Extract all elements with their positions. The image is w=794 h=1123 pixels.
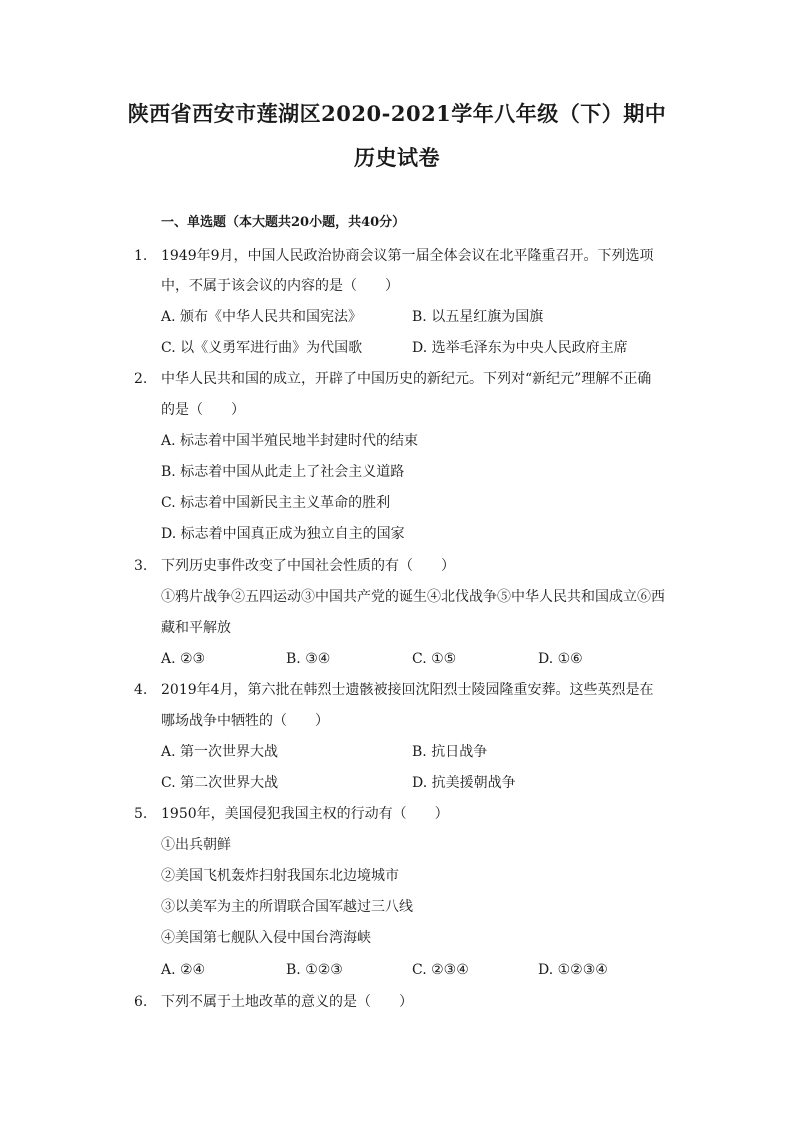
option-a: A. 标志着中国半殖民地半封建时代的结束: [161, 433, 419, 449]
option-b: B. 抗日战争: [412, 744, 488, 760]
question-text-line: 中华人民共和国的成立，开辟了中国历史的新纪元。下列对“新纪元”理解不正确: [161, 371, 652, 387]
option-c: C. 标志着中国新民主主义革命的胜利: [161, 495, 391, 511]
question-text-line: ②美国飞机轰炸扫射我国东北边境城市: [161, 868, 399, 884]
option-d: D. 标志着中国真正成为独立自主的国家: [161, 526, 405, 542]
question-text-line: ④美国第七舰队入侵中国台湾海峡: [161, 930, 371, 946]
option-c: C. 以《义勇军进行曲》为代国歌: [161, 340, 363, 356]
section-heading: 一、单选题（本大题共20小题，共40分）: [161, 215, 406, 230]
option-b: B. ①②③: [286, 962, 343, 978]
exam-title-line2: 历史试卷: [354, 145, 440, 170]
exam-title-line1: 陕西省西安市莲湖区2020-2021学年八年级（下）期中: [127, 101, 667, 126]
question-text-line: ①出兵朝鲜: [161, 837, 231, 853]
question-text-line: 藏和平解放: [161, 620, 231, 636]
option-c: C. 第二次世界大战: [161, 775, 279, 791]
option-b: B. 标志着中国从此走上了社会主义道路: [161, 464, 405, 480]
option-a: A. ②④: [161, 962, 206, 978]
question-text-line: 哪场战争中牺牲的（ ）: [161, 713, 329, 729]
question-text-line: 的是（ ）: [161, 402, 245, 418]
question-text-line: 下列不属于土地改革的意义的是（ ）: [161, 994, 413, 1010]
option-b: B. 以五星红旗为国旗: [412, 309, 544, 325]
option-d: D. 抗美援朝战争: [412, 775, 516, 791]
option-a: A. ②③: [161, 651, 206, 667]
question-number: 3.: [134, 558, 148, 574]
question-number: 4.: [134, 682, 148, 698]
option-c: C. ②③④: [412, 962, 469, 978]
question-text-line: 1949年9月，中国人民政治协商会议第一届全体会议在北平隆重召开。下列选项: [161, 248, 654, 264]
option-c: C. ①⑤: [412, 651, 457, 667]
option-a: A. 第一次世界大战: [161, 744, 279, 760]
question-text-line: 下列历史事件改变了中国社会性质的有（ ）: [161, 558, 455, 574]
question-text-line: ①鸦片战争②五四运动③中国共产党的诞生④北伐战争⑤中华人民共和国成立⑥西: [161, 589, 665, 605]
option-b: B. ③④: [286, 651, 331, 667]
question-number: 5.: [134, 806, 148, 822]
option-d: D. ①⑥: [538, 651, 583, 667]
option-a: A. 颁布《中华人民共和国宪法》: [161, 309, 363, 325]
option-d: D. 选举毛泽东为中央人民政府主席: [412, 340, 628, 356]
question-text-line: ③以美军为主的所谓联合国军越过三八线: [161, 899, 413, 915]
question-text-line: 2019年4月，第六批在韩烈士遗骸被接回沈阳烈士陵园隆重安葬。这些英烈是在: [161, 682, 654, 698]
question-text-line: 1950年，美国侵犯我国主权的行动有（ ）: [161, 806, 449, 822]
question-number: 6.: [134, 994, 148, 1010]
option-d: D. ①②③④: [538, 962, 608, 978]
question-number: 1.: [134, 248, 148, 264]
question-number: 2.: [134, 371, 148, 387]
question-text-line: 中，不属于该会议的内容的是（ ）: [161, 278, 399, 294]
